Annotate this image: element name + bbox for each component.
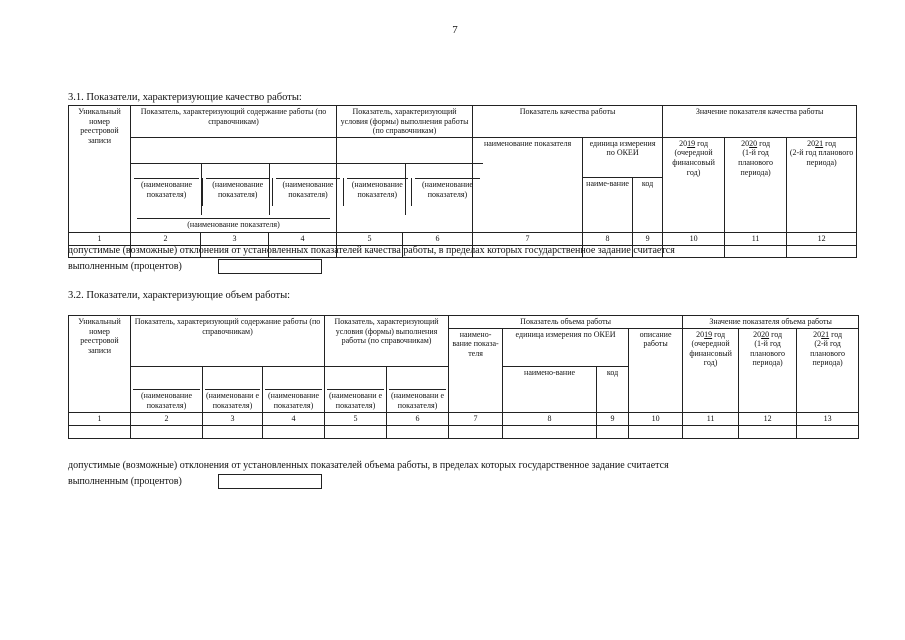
- col-number: 8: [503, 412, 597, 425]
- col-number: 7: [473, 232, 583, 245]
- col-number: 7: [449, 412, 503, 425]
- work-description-header: описание работы: [629, 328, 683, 412]
- section-heading-quality: 3.1. Показатели, характеризующие качество работы:: [68, 92, 302, 103]
- empty-cell[interactable]: [725, 245, 787, 257]
- quality-value-header: Значение показателя качества работы: [663, 106, 857, 138]
- volume-deviation-input[interactable]: [218, 474, 322, 489]
- col-number: 3: [201, 232, 269, 245]
- conditions-sub-label: (наименовани е показателя): [325, 366, 387, 412]
- empty-data-row: [69, 425, 859, 438]
- sub-label: (наименование показателя): [131, 178, 203, 206]
- year1-header: 2019 год (очередной финансовый год): [683, 328, 739, 412]
- content-indicator-header: Показатель, характеризующий содержание работы (по справочникам): [131, 316, 325, 367]
- empty-cell[interactable]: [787, 245, 857, 257]
- quality-deviation-input[interactable]: [218, 259, 322, 274]
- sub-label: (наименование показателя): [412, 178, 483, 206]
- empty-cell[interactable]: [69, 425, 131, 438]
- unit-name-header: наиме-вание: [583, 177, 633, 232]
- col-number: 8: [583, 232, 633, 245]
- col-number: 4: [269, 232, 337, 245]
- col-number: 12: [739, 412, 797, 425]
- col-number: 3: [203, 412, 263, 425]
- conditions-sub-label: (наименовани е показателя): [387, 366, 449, 412]
- col-number: 5: [337, 232, 403, 245]
- quality-deviation-label-row: [68, 259, 675, 275]
- unit-okei-header: единица измерения по ОКЕИ: [503, 328, 629, 366]
- indicator-name-header: наимено-вание показа-теля: [449, 328, 503, 412]
- empty-cell[interactable]: [629, 425, 683, 438]
- volume-value-header: Значение показателя объема работы: [683, 316, 859, 329]
- col-number: 2: [131, 412, 203, 425]
- col-number: 1: [69, 412, 131, 425]
- col-number: 4: [263, 412, 325, 425]
- quality-deviation-text: допустимые (возможные) отклонения от установленных показателей качества работы, в пределах которых государственное задание считается: [68, 245, 675, 256]
- page-number: 7: [452, 24, 458, 36]
- conditions-indicator-header: Показатель, характеризующий условия (формы) выполнения работы (по справочникам): [337, 106, 473, 138]
- sub-label: (наименование показателя): [273, 178, 343, 206]
- col-number: 11: [725, 232, 787, 245]
- col-number: 10: [629, 412, 683, 425]
- volume-deviation: [68, 458, 669, 490]
- content-sub-label: (наименовани е показателя): [203, 366, 263, 412]
- col-number: 2: [131, 232, 201, 245]
- sub-label: (наименование показателя): [203, 178, 273, 206]
- volume-table: [68, 315, 859, 439]
- empty-cell[interactable]: [131, 425, 203, 438]
- year3-header: 2021 год (2-й год планового периода): [797, 328, 859, 412]
- unit-name-header: наимено-вание: [503, 366, 597, 412]
- section-heading-volume: 3.2. Показатели, характеризующие объем работы:: [68, 290, 291, 301]
- divider: [405, 163, 406, 215]
- year3-header: 2021 год (2-й год планового периода): [787, 137, 857, 232]
- content-sub-label: (наименование показателя): [263, 366, 325, 412]
- content-sub-label: (наименование показателя): [131, 366, 203, 412]
- col-number: 6: [387, 412, 449, 425]
- col-number: 13: [797, 412, 859, 425]
- empty-cell[interactable]: [263, 425, 325, 438]
- volume-indicator-header: Показатель объема работы: [449, 316, 683, 329]
- empty-cell[interactable]: [797, 425, 859, 438]
- unit-okei-header: единица измерения по ОКЕИ: [583, 137, 663, 177]
- empty-cell[interactable]: [683, 425, 739, 438]
- col-number: 6: [403, 232, 473, 245]
- unit-code-header: код: [633, 177, 663, 232]
- conditions-indicator-header: Показатель, характеризующий условия (формы) выполнения работы (по справочникам): [325, 316, 449, 367]
- col-number: 9: [597, 412, 629, 425]
- col-number: 1: [69, 232, 131, 245]
- indicator-name-header: наименование показателя: [473, 137, 583, 232]
- empty-cell[interactable]: [503, 425, 597, 438]
- empty-cell[interactable]: [387, 425, 449, 438]
- quality-sub-labels: [131, 178, 483, 206]
- col-number: 12: [787, 232, 857, 245]
- divider: [269, 163, 270, 215]
- empty-cell[interactable]: [449, 425, 503, 438]
- volume-deviation-text: допустимые (возможные) отклонения от установленных показателей объема работы, в пределах которых государственное задание считается: [68, 460, 669, 471]
- empty-cell[interactable]: [325, 425, 387, 438]
- empty-cell[interactable]: [597, 425, 629, 438]
- unique-number-header: Уникальный номер реестровой записи: [69, 106, 131, 233]
- content-indicator-header: Показатель, характеризующий содержание работы (по справочникам): [131, 106, 337, 138]
- divider: [131, 163, 483, 164]
- quality-indicator-header: Показатель качества работы: [473, 106, 663, 138]
- quality-deviation: [68, 243, 675, 275]
- year2-header: 2020 год (1-й год планового периода): [739, 328, 797, 412]
- divider: [201, 163, 202, 215]
- year2-header: 2020 год (1-й год планового периода): [725, 137, 787, 232]
- unique-number-header: Уникальный номер реестровой записи: [69, 316, 131, 413]
- unit-code-header: код: [597, 366, 629, 412]
- col-number: 11: [683, 412, 739, 425]
- volume-deviation-label: выполненным (процентов): [68, 476, 182, 487]
- quality-deviation-label: выполненным (процентов): [68, 261, 182, 272]
- col-number: 9: [633, 232, 663, 245]
- col-number: 10: [663, 232, 725, 245]
- empty-cell[interactable]: [739, 425, 797, 438]
- column-number-row: [69, 412, 859, 425]
- volume-deviation-label-row: [68, 474, 669, 490]
- year1-header: 2019 год (очередной финансовый год): [663, 137, 725, 232]
- content-sub-label-1: (наименование показателя): [131, 218, 336, 232]
- col-number: 5: [325, 412, 387, 425]
- empty-cell[interactable]: [203, 425, 263, 438]
- sub-label: (наименование показателя): [344, 178, 412, 206]
